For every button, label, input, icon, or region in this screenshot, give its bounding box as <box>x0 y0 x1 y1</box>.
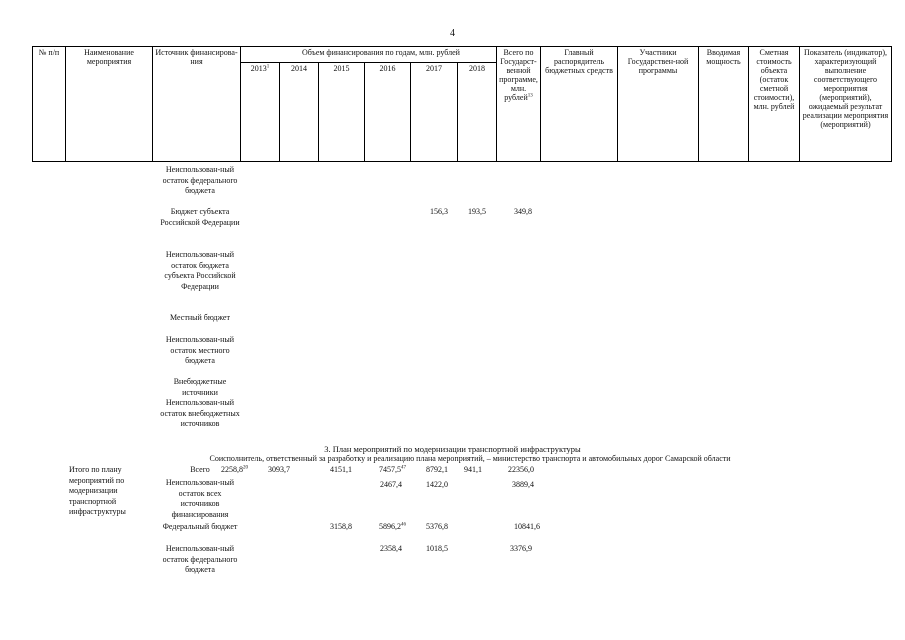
header-manager: Главный распорядитель бюджетных средств <box>540 46 618 162</box>
row-total-2018: 941,1 <box>464 465 482 474</box>
value-2018-regional: 193,5 <box>468 207 486 216</box>
source-unused-regional: Неиспользован-ный остаток бюджета субъекта Российской Федерации <box>164 250 236 291</box>
header-total: Всего по Государст-венной программе, млн. рублей$^{13}$ <box>496 46 541 162</box>
header-volume: Объем финансирования по годам, млн. рублей <box>240 46 522 63</box>
row-total-2015: 4151,1 <box>330 465 352 474</box>
row-unused-all-2016: 2467,4 <box>380 480 402 489</box>
header-year-2018: 2018 <box>457 62 497 162</box>
value-2017-regional: 156,3 <box>430 207 448 216</box>
section-title: 3. План мероприятий по модернизации транспортной инфраструктуры <box>324 444 581 454</box>
header-source: Источник финансирова-ния <box>152 46 241 162</box>
row-total-2013: 2258,8$^{20}$ <box>221 465 248 474</box>
row-federal-source: Федеральный бюджет <box>162 522 238 531</box>
row-federal-2017: 5376,8 <box>426 522 448 531</box>
header-cost: Сметная стоимость объекта (остаток сметной стоимости), млн. рублей <box>748 46 800 162</box>
source-local-budget: Местный бюджет <box>170 313 230 322</box>
header-year-2013: 2013$^1$ <box>240 62 280 162</box>
row-unused-federal-2017: 1018,5 <box>426 544 448 553</box>
row-federal-2015: 3158,8 <box>330 522 352 531</box>
row-total-2016: 7457,5$^{47}$ <box>379 465 406 474</box>
row-federal-2016: 5896,2$^{46}$ <box>379 522 406 531</box>
row-total-2017: 8792,1 <box>426 465 448 474</box>
header-capacity: Вводимая мощность <box>698 46 749 162</box>
row-unused-federal-2016: 2358,4 <box>380 544 402 553</box>
item-name: Итого по плану мероприятий по модернизации транспортной инфраструктуры <box>69 465 126 517</box>
row-total-2014: 3093,7 <box>268 465 290 474</box>
source-unused-federal: Неиспользован-ный остаток федерального бюджета <box>162 165 238 196</box>
header-indicator: Показатель (индикатор), характеризующий выполнение соответствующего мероприятия (мероприятий), ожидаемый результат реализации мероприятия (мероприятий) <box>799 46 892 162</box>
header-year-2015: 2015 <box>318 62 365 162</box>
row-total-total: 22356,0 <box>508 465 534 474</box>
header-year-2016: 2016 <box>364 62 411 162</box>
row-unused-all-2017: 1422,0 <box>426 480 448 489</box>
value-total-regional: 349,8 <box>514 207 532 216</box>
row-unused-federal-total: 3376,9 <box>510 544 532 553</box>
header-num: № п/п <box>32 46 66 162</box>
source-unused-extrabudgetary: Неиспользован-ный остаток внебюджетных источников <box>160 398 240 429</box>
row-unused-all-source: Неиспользован-ный остаток всех источников финансирования <box>165 478 235 519</box>
row-total-source: Всего <box>190 465 210 474</box>
header-year-2017: 2017 <box>410 62 458 162</box>
header-year-2014: 2014 <box>279 62 319 162</box>
header-name: Наименование мероприятия <box>65 46 153 162</box>
table-header <box>32 46 892 162</box>
source-extrabudgetary: Внебюджетные источники <box>173 377 227 397</box>
row-federal-total: 10841,6 <box>514 522 540 531</box>
row-unused-all-total: 3889,4 <box>512 480 534 489</box>
row-unused-federal-source: Неиспользован-ный остаток федерального бюджета <box>162 544 238 575</box>
source-regional-budget: Бюджет субъекта Российской Федерации <box>160 207 240 227</box>
section-executor: Соисполнитель, ответственный за разработку и реализацию плана мероприятий, – министерство транспорта и автомобильных дорог Самарской области <box>209 454 731 463</box>
page-number: 4 <box>450 28 455 39</box>
source-unused-local: Неиспользован-ный остаток местного бюджета <box>165 335 235 366</box>
header-participants: Участники Государствен-ной программы <box>617 46 699 162</box>
